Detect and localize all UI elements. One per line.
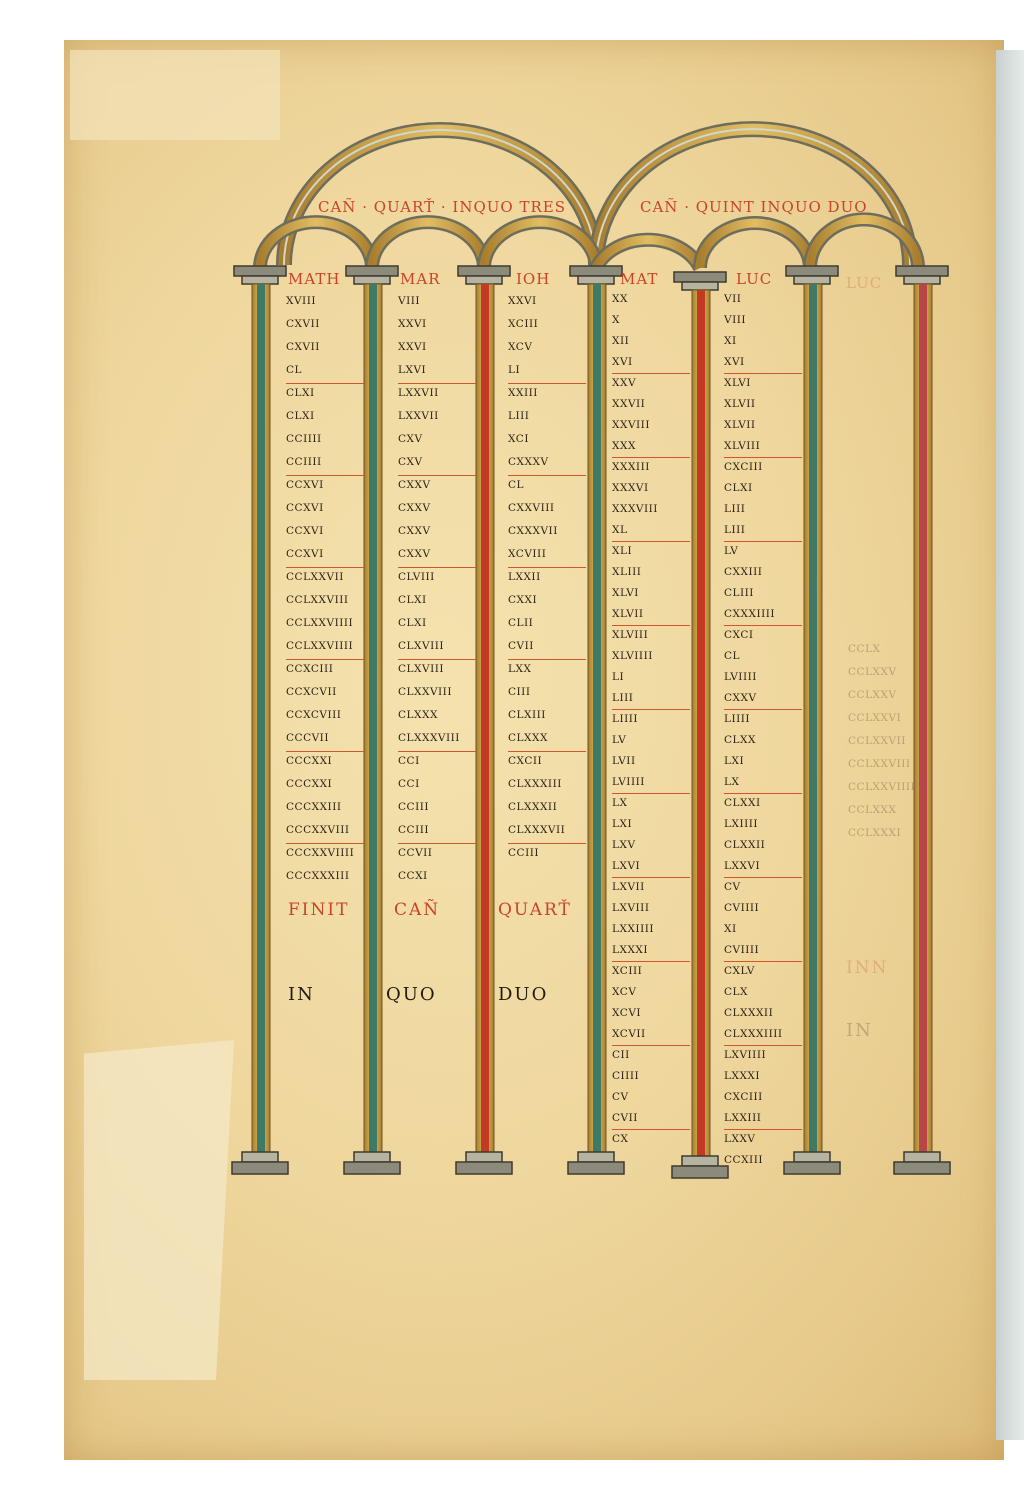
canon-number: LX <box>612 797 628 809</box>
canon-number: CLXX <box>724 734 756 746</box>
canon-number: LXXIIII <box>612 923 655 935</box>
canon-number: LIII <box>724 503 746 515</box>
canon-number: XX <box>612 293 628 305</box>
canon-number: CCCXXI <box>286 778 333 790</box>
column-header-mat: MAT <box>620 270 659 288</box>
ghost-word-inn: INN <box>846 958 889 978</box>
incipit-word-duo: DUO <box>498 984 549 1005</box>
canon-column-luke <box>724 290 802 1172</box>
canon-number: LVII <box>612 755 636 767</box>
canon-number: CLXXX <box>508 729 586 752</box>
canon-number: XI <box>724 335 737 347</box>
canon-column-matthew-fifth <box>612 290 690 1151</box>
canon-number: XCIII <box>508 318 539 330</box>
canon-number: CXXV <box>398 479 431 491</box>
canon-number: CCLXXVII <box>286 571 344 583</box>
canon-number: XXXVIII <box>612 503 658 515</box>
canon-number: XXXIII <box>612 461 650 473</box>
canon-number: CV <box>724 881 741 893</box>
canon-number: XLIII <box>612 566 642 578</box>
canon-number: LVIIII <box>724 671 757 683</box>
canon-number: CLXXXVIII <box>398 729 476 752</box>
canon-number: LXXII <box>508 571 541 583</box>
canon-number: CVII <box>612 1109 690 1130</box>
canon-number: CLXI <box>398 617 427 629</box>
canon-number: XXVII <box>612 398 646 410</box>
canon-number: CXXVIII <box>508 502 555 514</box>
canon-number: CCCXXVIII <box>286 821 364 844</box>
canon-number: LXVI <box>612 857 690 878</box>
canon-number: CLXXX <box>398 709 438 721</box>
canon-number: LXXXI <box>724 1070 761 1082</box>
canon-number: XLVII <box>724 419 756 431</box>
canon-number: XXXVI <box>612 482 649 494</box>
canon-number: CL <box>724 650 741 662</box>
canon-number: CLXIII <box>508 709 546 721</box>
canon-number: LXXV <box>724 1133 756 1145</box>
canon-number: CCCXXIII <box>286 801 342 813</box>
canon-number: LXX <box>508 663 532 675</box>
column-header-ioh: IOH <box>516 270 551 288</box>
canon-number: CLXXXVII <box>508 821 586 844</box>
canon-number: LXI <box>724 755 745 767</box>
ghost-word-in: IN <box>846 1020 873 1041</box>
canon-number: XCIII <box>612 965 643 977</box>
canon-number: CLXI <box>286 410 315 422</box>
canon-number: CCCVII <box>286 729 364 752</box>
canon-number: XXV <box>612 377 637 389</box>
canon-number: LXVII <box>612 881 645 893</box>
ghost-header-luc: LUC <box>846 274 883 292</box>
canon-number: CXXXV <box>508 453 586 476</box>
canon-number: CCIIII <box>286 453 364 476</box>
canon-number: CCXVI <box>286 479 324 491</box>
canon-number: XXVI <box>398 318 427 330</box>
canon-number: CCXVI <box>286 502 324 514</box>
canon-number: CCIII <box>508 847 540 859</box>
canon-number: CCXVI <box>286 545 364 568</box>
canon-number: XVI <box>724 353 802 374</box>
canon-number: XVI <box>612 353 690 374</box>
canon-number: CCXI <box>398 870 428 882</box>
column-header-luc: LUC <box>736 270 773 288</box>
canon-number: LIII <box>612 689 690 710</box>
arch-title-left: CAÑ · QUARŤ · INQUO TRES <box>318 198 566 216</box>
canon-number: CLXXVIII <box>398 686 452 698</box>
canon-number: CLXVIII <box>398 637 476 660</box>
canon-number: CCI <box>398 778 420 790</box>
incipit-word-quo: QUO <box>386 984 437 1005</box>
canon-number: XXIII <box>508 387 538 399</box>
canon-number: CXCIII <box>724 1091 763 1103</box>
ghost-number: CCLXXV <box>848 689 897 701</box>
canon-number: CCLXXVIII <box>286 594 349 606</box>
canon-number: CVIIII <box>724 902 760 914</box>
canon-number: XLVI <box>724 377 751 389</box>
canon-number: XLVII <box>724 398 756 410</box>
canon-number: CCCXXXIII <box>286 870 350 882</box>
canon-number: CVIIII <box>724 941 802 962</box>
canon-number: CX <box>612 1133 629 1145</box>
canon-number: LV <box>724 545 739 557</box>
canon-number: CXXI <box>508 594 538 606</box>
canon-number: CLXXXII <box>724 1007 774 1019</box>
canon-number: CLXVIII <box>398 663 445 675</box>
explicit-word-quart: QUARŤ <box>498 900 572 920</box>
column-1 <box>232 266 288 1174</box>
canon-number: XCVII <box>612 1025 690 1046</box>
canon-number: CXXIII <box>724 566 763 578</box>
canon-column-matthew <box>286 292 364 890</box>
canon-number: VIII <box>398 295 421 307</box>
canon-number: CIII <box>508 686 531 698</box>
canon-number: X <box>612 314 620 326</box>
canon-number: XXX <box>612 437 690 458</box>
ghost-column-right <box>848 640 915 847</box>
ghost-number: CCLXXVIII <box>848 758 911 770</box>
canon-number: LXXVII <box>398 410 439 422</box>
canon-number: CCIIII <box>286 433 322 445</box>
canon-number: CCXVI <box>286 525 324 537</box>
canon-number: CLXI <box>724 482 753 494</box>
canon-number: CLXXXIIII <box>724 1025 802 1046</box>
canon-number: LXXVII <box>398 387 439 399</box>
canon-number: CXCIII <box>724 461 763 473</box>
canon-number: CXV <box>398 433 423 445</box>
canon-number: CLXXII <box>724 839 766 851</box>
canon-number: VIII <box>724 314 747 326</box>
canon-number: LXXVI <box>724 857 802 878</box>
arch-title-right: CAÑ · QUINT INQUO DUO <box>640 198 868 216</box>
canon-number: LXVI <box>398 361 476 384</box>
canon-number: XLVIIII <box>612 650 653 662</box>
canon-number: CCXCIII <box>286 663 334 675</box>
ghost-number: CCLXXVIIII <box>848 781 916 793</box>
canon-number: CXXV <box>724 689 802 710</box>
canon-number: LX <box>724 773 802 794</box>
canon-number: XXVI <box>398 341 427 353</box>
canon-number: CCCXXVIIII <box>286 847 355 859</box>
ghost-number: CCLXXV <box>848 666 897 678</box>
canon-number: CCXCVII <box>286 686 337 698</box>
canon-number: CCI <box>398 755 420 767</box>
canon-number: XCV <box>508 341 533 353</box>
canon-number: LXVIIII <box>724 1049 767 1061</box>
incipit-word-in: IN <box>288 984 315 1005</box>
ghost-number: CCLXXVI <box>848 712 902 724</box>
canon-number: XL <box>612 521 690 542</box>
canon-number: LXI <box>612 818 633 830</box>
canon-number: XLVII <box>612 605 690 626</box>
explicit-word-can: CAÑ <box>394 900 441 920</box>
canon-number: LXVIII <box>612 902 650 914</box>
canon-number: XCVIII <box>508 545 586 568</box>
canon-column-mark <box>398 292 476 890</box>
canon-number: CLXXXIII <box>508 778 562 790</box>
canon-number: CLX <box>724 986 748 998</box>
canon-number: CCIII <box>398 821 476 844</box>
canon-number: CCLXXVIIII <box>286 637 364 660</box>
canon-number: CVII <box>508 637 586 660</box>
canon-number: CXXXVII <box>508 525 558 537</box>
canon-number: CLXXI <box>724 797 761 809</box>
canon-number: LI <box>612 671 625 683</box>
canon-number: XXVI <box>508 295 537 307</box>
canon-number: XLVIII <box>612 629 649 641</box>
canon-number: VII <box>724 293 742 305</box>
canon-number: CCXCVIII <box>286 709 342 721</box>
canon-number: CXCII <box>508 755 543 767</box>
canon-number: CLXI <box>398 594 427 606</box>
canon-number: LVIIII <box>612 773 690 794</box>
canon-number: LI <box>508 361 586 384</box>
ghost-number: CCLXXX <box>848 804 897 816</box>
canon-number: LIIII <box>724 713 751 725</box>
canon-number: LIII <box>724 521 802 542</box>
canon-number: LXXXI <box>612 941 690 962</box>
canon-number: XII <box>612 335 630 347</box>
canon-number: CXXXIIII <box>724 605 802 626</box>
canon-number: XXVIII <box>612 419 650 431</box>
canon-number: CCIII <box>398 801 430 813</box>
canon-number: XI <box>724 923 737 935</box>
canon-number: LXXIII <box>724 1109 802 1130</box>
canon-number: CLXXXII <box>508 801 558 813</box>
canon-number: CLII <box>508 617 534 629</box>
column-header-math: MATH <box>288 270 341 288</box>
canon-number: XLVI <box>612 587 639 599</box>
canon-number: CXCI <box>724 629 754 641</box>
canon-number: CXV <box>398 453 476 476</box>
ghost-number: CCLXXVII <box>848 735 906 747</box>
canon-number: LIIII <box>612 713 639 725</box>
canon-number: XCVI <box>612 1007 642 1019</box>
canon-number: CXVII <box>286 341 320 353</box>
canon-number: CLXI <box>286 387 315 399</box>
canon-number: LXIIII <box>724 818 759 830</box>
canon-column-john <box>508 292 586 867</box>
canon-number: XLVIII <box>724 437 802 458</box>
canon-number: XCV <box>612 986 637 998</box>
column-header-mar: MAR <box>400 270 441 288</box>
ghost-number: CCLX <box>848 643 881 655</box>
canon-number: XVIII <box>286 295 317 307</box>
canon-number: CCVII <box>398 847 433 859</box>
canon-number: CCCXXI <box>286 755 333 767</box>
canon-number: XCI <box>508 433 529 445</box>
canon-number: CV <box>612 1091 629 1103</box>
canon-number: LIII <box>508 410 530 422</box>
canon-number: CLVIII <box>398 571 435 583</box>
canon-number: CCXIII <box>724 1154 763 1166</box>
canon-number: XLI <box>612 545 633 557</box>
canon-number: CIIII <box>612 1070 640 1082</box>
canon-number: CL <box>508 479 525 491</box>
canon-number: CLIII <box>724 587 754 599</box>
canon-number: CXXV <box>398 525 431 537</box>
ghost-number: CCLXXXI <box>848 827 902 839</box>
canon-number: LV <box>612 734 627 746</box>
canon-number: CL <box>286 361 364 384</box>
canon-number: LXV <box>612 839 636 851</box>
canon-number: CCLXXVIIII <box>286 617 354 629</box>
explicit-word-finit: FINIT <box>288 900 350 920</box>
canon-number: CII <box>612 1049 630 1061</box>
canon-number: CXLV <box>724 965 755 977</box>
canon-number: CXVII <box>286 318 320 330</box>
canon-number: CXXV <box>398 502 431 514</box>
canon-number: CXXV <box>398 545 476 568</box>
